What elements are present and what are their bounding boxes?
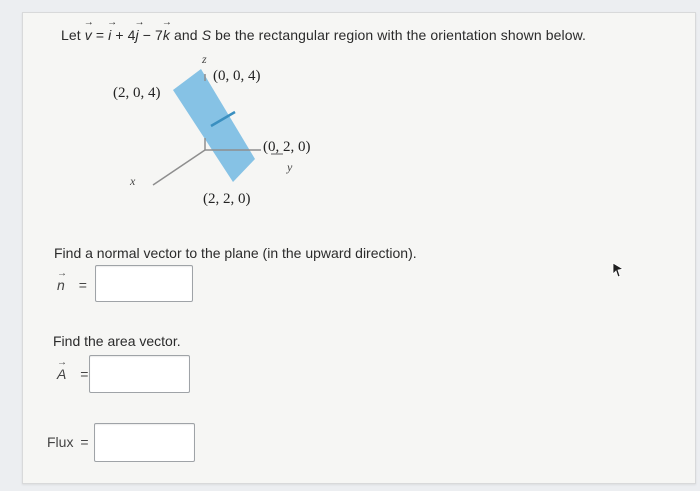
problem-card — [22, 12, 696, 484]
question-normal-vector: Find a normal vector to the plane (in the upward direction). — [54, 245, 417, 261]
axis-label-z: z — [202, 52, 207, 66]
area-label — [57, 357, 89, 382]
label-point-2-2-0: (2, 2, 0) — [203, 191, 251, 207]
arrow-icon: → — [57, 357, 67, 368]
surface-s: S — [201, 27, 212, 43]
area-equals: = — [80, 366, 89, 382]
flux-input[interactable] — [94, 423, 195, 462]
label-point-0-0-4: (0, 0, 4) — [213, 68, 261, 84]
area-var: A — [57, 366, 67, 382]
normal-vector-input[interactable] — [95, 265, 193, 302]
arrow-icon: → — [57, 268, 67, 279]
question-area-vector: Find the area vector. — [53, 333, 181, 349]
label-point-0-2-0: (0, 2, 0) — [263, 139, 311, 155]
equals-sign: = — [95, 27, 105, 43]
flux-label — [47, 434, 89, 450]
area-vector-input[interactable] — [89, 355, 190, 393]
vector-v-letter: v — [84, 27, 92, 43]
unit-i-letter: i — [108, 27, 112, 43]
label-point-2-0-4: (2, 0, 4) — [113, 85, 161, 101]
flux-text: Flux — [47, 434, 74, 450]
unit-k-letter: k — [162, 27, 171, 43]
prompt-rest: be the rectangular region with the orientation shown below. — [215, 27, 587, 43]
prompt-and: and — [174, 27, 198, 43]
normal-label — [57, 268, 87, 293]
axis-label-x: x — [130, 174, 136, 188]
mouse-pointer-icon — [611, 262, 625, 278]
prompt-let: Let — [61, 27, 81, 43]
flux-equals: = — [80, 434, 89, 450]
coef-j: + 4 — [115, 27, 136, 43]
normal-var: n — [57, 277, 65, 293]
axis-label-y: y — [287, 160, 293, 174]
normal-equals: = — [78, 277, 87, 293]
coef-k: − 7 — [142, 27, 163, 43]
x-axis-line — [153, 150, 205, 185]
unit-j-letter: j — [135, 27, 139, 43]
